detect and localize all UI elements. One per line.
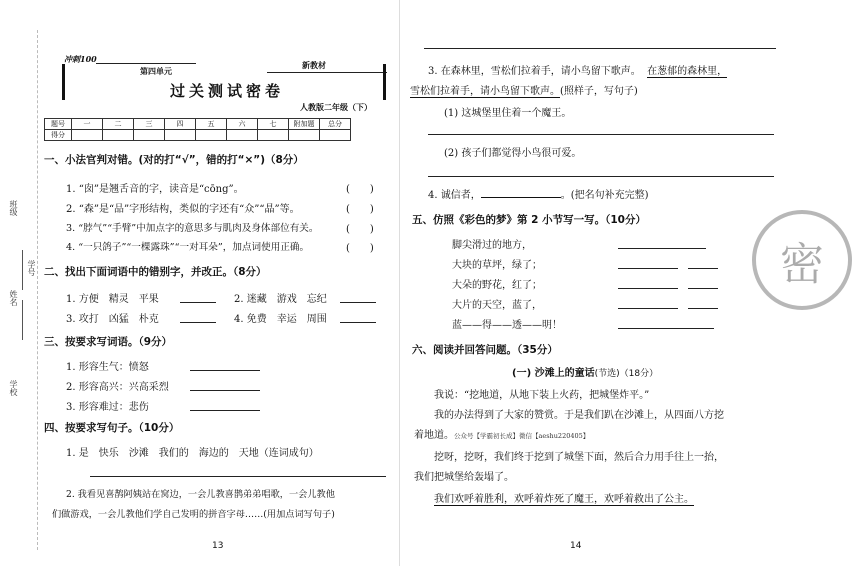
binding-margin: [0, 0, 58, 566]
passage-p2-end: 着地道。: [414, 430, 454, 441]
score-input-cell[interactable]: [72, 130, 103, 141]
q4-text: [428, 186, 649, 201]
s1-item-1: 1. “囱”是翘舌音的字，读音是“cōng”。: [66, 184, 244, 195]
score-table-score-row: [45, 130, 351, 141]
q3-sub-2: (2) 孩子们都觉得小鸟很可爱。: [444, 148, 582, 159]
secret-stamp-watermark: 密: [752, 210, 852, 310]
binding-dashed-line: [37, 30, 39, 550]
page-number-left: 13: [212, 541, 224, 551]
answer-blank[interactable]: [190, 370, 260, 371]
passage-p4-text: 我们欢呼着胜利，欢呼着炸死了魔王，欢呼着救出了公主。: [434, 494, 694, 505]
q3-sub-1: (1) 这城堡里住着一个魔王。: [444, 108, 572, 119]
s1-item-3: 3. “脖气”“手臂”中加点字的意思多与肌肉及身体部位有关。: [66, 223, 319, 234]
score-cell: 二: [103, 119, 134, 130]
score-row-label: 得分: [45, 130, 72, 141]
answer-blank[interactable]: [180, 302, 216, 303]
margin-label-name: 姓名: [9, 290, 18, 306]
answer-paren[interactable]: ( ): [346, 184, 374, 195]
poem-line-1: 脚尖滑过的地方，: [452, 240, 532, 251]
brand-logo: 冲刺100: [64, 54, 97, 64]
answer-blank[interactable]: [190, 410, 260, 411]
q3-example-underlined-1: 在葱郁的森林里，: [647, 66, 728, 77]
margin-rule: [22, 250, 23, 290]
q3-text-line-1: [428, 62, 727, 77]
answer-blank[interactable]: [340, 322, 376, 323]
q3-instruction: (照样子，写句子): [560, 86, 638, 97]
left-page: [0, 0, 400, 566]
answer-blank[interactable]: [618, 328, 714, 329]
score-input-cell[interactable]: [165, 130, 196, 141]
s4-question-2-line-1: 2. 我看见喜鹊阿姨站在窝边，一会儿教喜鹊弟弟唱歌，一会儿教他: [66, 489, 335, 500]
score-cell: 题号: [45, 119, 72, 130]
answer-blank[interactable]: [688, 268, 718, 269]
q4-instruction: 。(把名句补充完整): [560, 190, 649, 201]
passage-title-note: (节选)（18分）: [594, 369, 659, 379]
score-cell: 七: [258, 119, 289, 130]
passage-p2-line-2: [414, 426, 589, 441]
answer-paren[interactable]: ( ): [346, 204, 374, 215]
s4-question-1: 1. 是 快乐 沙滩 我们的 海边的 天地（连词成句）: [66, 448, 319, 459]
exam-header: [62, 50, 388, 112]
answer-blank[interactable]: [688, 308, 718, 309]
margin-label-class: 班级: [9, 200, 18, 216]
answer-line[interactable]: [90, 476, 386, 477]
score-table-header-row: [45, 119, 351, 130]
answer-blank[interactable]: [180, 322, 216, 323]
passage-title: [512, 364, 658, 379]
s2-group-2: 2. 迷藏 游戏 忘纪: [234, 294, 327, 305]
answer-paren[interactable]: ( ): [346, 243, 374, 254]
poem-line-4: 大片的天空，蓝了，: [452, 300, 542, 311]
unit-label: 第四单元: [140, 66, 172, 76]
s3-item-2: 2. 形容高兴：兴高采烈: [66, 382, 169, 393]
answer-blank[interactable]: [190, 390, 260, 391]
right-page: [400, 0, 800, 566]
q4-prompt: 4. 诚信者，: [428, 190, 481, 201]
exam-title: 过关测试密卷: [170, 82, 285, 100]
margin-label-school: 学校: [9, 380, 18, 396]
section-1-title: 一、小法官判对错。(对的打“√”，错的打“×”)（8分）: [44, 154, 304, 166]
answer-blank[interactable]: [688, 288, 718, 289]
score-cell: 总分: [320, 119, 351, 130]
score-input-cell[interactable]: [258, 130, 289, 141]
section-5-title: 五、仿照《彩色的梦》第 2 小节写一写。（10分）: [412, 214, 646, 226]
section-4-title: 四、按要求写句子。（10分）: [44, 422, 180, 434]
s3-item-1: 1. 形容生气：愤怒: [66, 362, 149, 373]
passage-p3-line-1: 挖呀，挖呀，我们终于挖到了城堡下面，然后合力用手往上一抬，: [434, 452, 724, 463]
section-2-title: 二、找出下面词语中的错别字，并改正。（8分）: [44, 266, 267, 278]
poem-line-2: 大块的草坪，绿了；: [452, 260, 542, 271]
score-table: [44, 118, 351, 141]
s1-item-2: 2. “森”是“品”字形结构，类似的字还有“众”“晶”等。: [66, 204, 300, 215]
score-cell: 一: [72, 119, 103, 130]
s4-question-2-line-2: 们做游戏，一会儿教他们学自己发明的拼音字母……(用加点词写句子): [52, 509, 335, 520]
new-material-label: 新教材: [302, 60, 326, 70]
s2-group-1: 1. 方便 精灵 平果: [66, 294, 159, 305]
passage-p2-line-1: 我的办法得到了大家的赞赏。于是我们趴在沙滩上，从四面八方挖: [434, 410, 724, 421]
answer-paren[interactable]: ( ): [346, 224, 374, 235]
score-cell: 六: [227, 119, 258, 130]
q3-example-text: 3. 在森林里，雪松们拉着手，请小鸟留下歌声。: [428, 66, 641, 77]
answer-line[interactable]: [424, 48, 776, 49]
answer-blank[interactable]: [340, 302, 376, 303]
score-input-cell[interactable]: [227, 130, 258, 141]
score-cell: 五: [196, 119, 227, 130]
s2-group-4: 4. 免费 幸运 周围: [234, 314, 327, 325]
s2-group-3: 3. 攻打 凶猛 朴克: [66, 314, 159, 325]
score-cell: 附加题: [289, 119, 320, 130]
edition-label: 人教版二年级（下）: [300, 102, 372, 112]
section-3-title: 三、按要求写词语。（9分）: [44, 336, 173, 348]
margin-rule: [22, 300, 23, 340]
passage-p1: 我说：“挖地道，从地下装上火药，把城堡炸平。”: [434, 390, 650, 401]
answer-blank[interactable]: [618, 268, 678, 269]
q3-example-underlined-2: 雪松们拉着手，请小鸟留下歌声。: [410, 86, 560, 97]
score-cell: 三: [134, 119, 165, 130]
poem-line-5: 蓝——得——透——明！: [452, 320, 562, 331]
answer-blank[interactable]: [618, 288, 678, 289]
score-input-cell[interactable]: [196, 130, 227, 141]
answer-blank[interactable]: [481, 197, 561, 198]
promo-text: 公众号【学霸初长成】微信【aeshu220405】: [454, 432, 590, 440]
s3-item-3: 3. 形容难过：悲伤: [66, 402, 149, 413]
score-input-cell[interactable]: [103, 130, 134, 141]
passage-p4: [434, 490, 694, 505]
score-cell: 四: [165, 119, 196, 130]
page-number-right: 14: [570, 541, 582, 551]
passage-title-text: (一) 沙滩上的童话: [512, 368, 595, 379]
score-input-cell[interactable]: [134, 130, 165, 141]
margin-label-number: 学号: [27, 260, 36, 276]
section-6-title: 六、阅读并回答问题。（35分）: [412, 344, 558, 356]
q3-text-line-2: [410, 82, 638, 97]
answer-line[interactable]: [428, 176, 774, 177]
score-input-cell[interactable]: [320, 130, 351, 141]
poem-line-3: 大朵的野花，红了；: [452, 280, 542, 291]
s1-item-4: 4. “一只鸽子”“一棵露珠”“一对耳朵”，加点词使用正确。: [66, 242, 310, 253]
answer-line[interactable]: [428, 134, 774, 135]
passage-p3-line-2: 我们把城堡给轰塌了。: [414, 472, 514, 483]
score-input-cell[interactable]: [289, 130, 320, 141]
answer-blank[interactable]: [618, 308, 678, 309]
answer-blank[interactable]: [618, 248, 706, 249]
